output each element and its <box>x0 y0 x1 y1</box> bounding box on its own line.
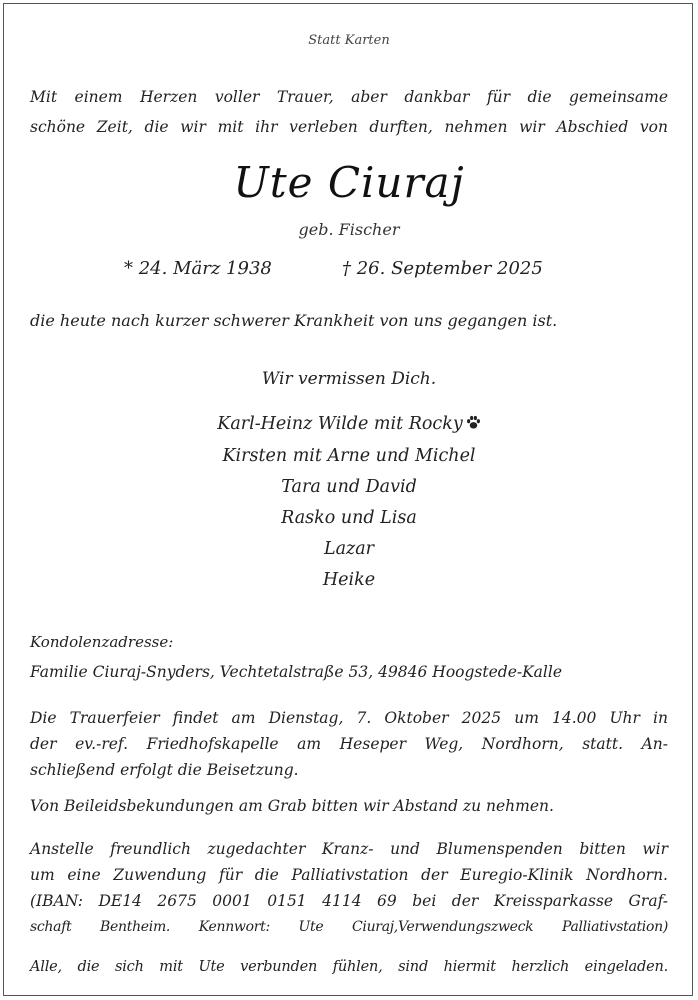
donation-line-2: um eine Zuwendung für die Palliativstation der Euregio-Klinik Nordhorn. <box>30 866 668 884</box>
mourner-line: Heike <box>322 570 376 590</box>
mourner-line <box>0 414 698 435</box>
death-date: † 26. September 2025 <box>342 258 543 279</box>
intro-line-1: Mit einem Herzen voller Trauer, aber dankbar für die gemeinsame <box>30 88 668 106</box>
statt-karten-label: Statt Karten <box>308 33 390 48</box>
donation-line-4: schaft Bentheim. Kennwort: Ute Ciuraj,Verwendungszweck Palliativstation) <box>30 919 668 935</box>
paw-icon <box>466 415 481 435</box>
maiden-name: geb. Fischer <box>298 220 400 239</box>
mourner-line: Tara und David <box>281 477 417 497</box>
invitation-text: Alle, die sich mit Ute verbunden fühlen, sind hiermit herzlich eingeladen. <box>30 959 668 975</box>
intro-line-2: schöne Zeit, die wir mit ihr verleben durften, nehmen wir Abschied von <box>30 118 668 136</box>
mourner-name: Karl-Heinz Wilde mit Rocky <box>217 414 463 434</box>
mourner-line: Lazar <box>323 539 375 559</box>
funeral-line-1: Die Trauerfeier findet am Dienstag, 7. Oktober 2025 um 14.00 Uhr in <box>30 709 668 727</box>
mourner-line: Rasko und Lisa <box>281 508 417 528</box>
condolence-address: Familie Ciuraj-Snyders, Vechtetalstraße 53, 49846 Hoogstede-Kalle <box>30 663 563 681</box>
funeral-line-2: der ev.-ref. Friedhofskapelle am Heseper Weg, Nordhorn, statt. An- <box>30 735 668 753</box>
donation-line-1: Anstelle freundlich zugedachter Kranz- und Blumenspenden bitten wir <box>30 840 668 858</box>
funeral-line-3: schließend erfolgt die Beisetzung. <box>30 761 299 779</box>
condolence-label: Kondolenzadresse: <box>30 633 174 651</box>
donation-line-3: (IBAN: DE14 2675 0001 0151 4114 69 bei der Kreissparkasse Graf- <box>30 892 668 910</box>
birth-date: * 24. März 1938 <box>124 258 272 279</box>
mourner-line: Kirsten mit Arne und Michel <box>222 446 476 466</box>
farewell-text: Wir vermissen Dich. <box>261 369 437 389</box>
passing-text: die heute nach kurzer schwerer Krankheit von uns gegangen ist. <box>30 311 558 330</box>
grave-note: Von Beileidsbekundungen am Grab bitten wir Abstand zu nehmen. <box>30 797 554 815</box>
deceased-name: Ute Ciuraj <box>233 158 465 207</box>
